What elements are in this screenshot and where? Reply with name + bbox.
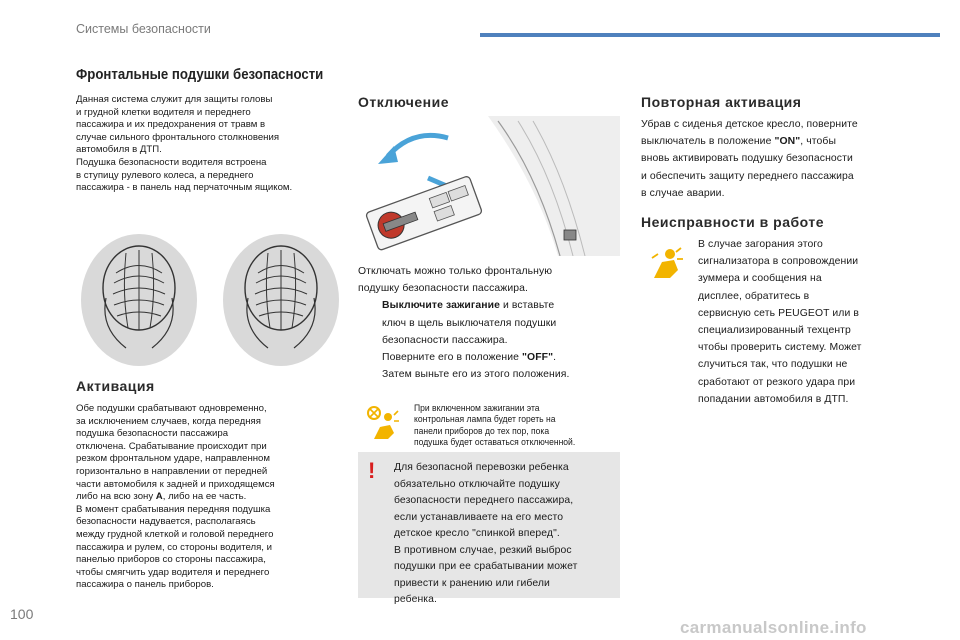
deactivation-heading: Отключение: [358, 94, 450, 110]
reactivation-text: Убрав с сиденья детское кресло, поверните выключатель в положение "ON", чтобы вновь активировать подушку безопасности и обеспечить защиту переднего пассажира в случае аварии.: [641, 119, 858, 199]
child-seat-warning-text: Для безопасной перевозки ребенка обязательно отключайте подушку безопасности переднего пассажира, если устанавливаете на его место детское кресло "спинкой вперед". В противном случае, резкий выброс подушки при ее срабатывании может привести к ранению или гибели ребенка.: [394, 462, 578, 605]
intro-line: в ступицу рулевого колеса, а переднего: [76, 169, 254, 181]
airbag-off-warning-icon: [366, 405, 400, 443]
deactivation-text: Отключать можно только фронтальную подушку безопасности пассажира. Выключите зажигание и вставьте ключ в щель выключателя подушки безопасности пассажира. Поверните его в положение "OFF". Затем выньте его из этого положения.: [358, 263, 620, 383]
section-title: Системы безопасности: [76, 22, 211, 36]
reactivation-heading: Повторная активация: [641, 94, 802, 110]
airbag-head-illustration-left: [76, 228, 202, 368]
intro-line: автомобиля в ДТП.: [76, 144, 162, 156]
airbag-head-illustration-right: [218, 228, 344, 368]
page-number: 100: [10, 606, 34, 622]
zone-a-label: A: [155, 491, 163, 503]
watermark: carmanualsonline.info: [680, 618, 867, 637]
intro-text: [76, 94, 356, 195]
activation-heading: Активация: [76, 378, 155, 394]
intro-line: пассажира - в панель над перчаточным ящиком.: [76, 182, 293, 194]
airbag-off-note: При включенном зажигании эта контрольная лампа будет гореть на панели приборов до тех пор, пока подушка будет оставаться отключенной.: [414, 403, 576, 448]
bullet-marker: [358, 366, 382, 383]
intro-line: Подушка безопасности водителя встроена: [76, 156, 267, 168]
warning-exclamation-icon: !: [368, 458, 376, 483]
airbag-fault-icon: [648, 246, 684, 282]
faults-heading: Неисправности в работе: [641, 214, 824, 230]
faults-text: В случае загорания этого сигнализатора в сопровождении зуммера и сообщения на дисплее, обратитесь в сервисную сеть PEUGEOT или в специализированный техцентр чтобы проверить систему. Может случиться так, что подушки не сработают от резкого удара при попадании автомобиля в ДТП.: [698, 239, 862, 405]
bullet-marker: [358, 297, 382, 314]
intro-line: пассажира и их предохранения от травм в: [76, 119, 266, 131]
bullet-marker: [358, 349, 382, 366]
intro-line: и грудной клетки водителя и переднего: [76, 106, 251, 118]
header-accent-bar: [480, 33, 940, 37]
airbag-switch-illustration: [358, 116, 620, 256]
intro-line: Данная система служит для защиты головы: [76, 94, 273, 105]
activation-text: Обе подушки срабатывают одновременно, за исключением случаев, когда передняя подушка безопасности пассажира отключена. Срабатывание происходит при резком фронтальном ударе, направленном горизонтально в направлении от передней части автомобиля к задней и приходящемся либо на всю зону A, либо на ее часть. В момент срабатывания передняя подушка безопасности надувается, располагаясь между грудной клеткой и головой переднего пассажира и рулем, со стороны водителя, и панелью приборов со стороны пассажира, чтобы смягчить удар водителя и переднего пассажира о панель приборов.: [76, 403, 275, 591]
page-title: Фронтальные подушки безопасности: [76, 66, 324, 83]
intro-line: случае сильного фронтального столкновения: [76, 131, 280, 143]
